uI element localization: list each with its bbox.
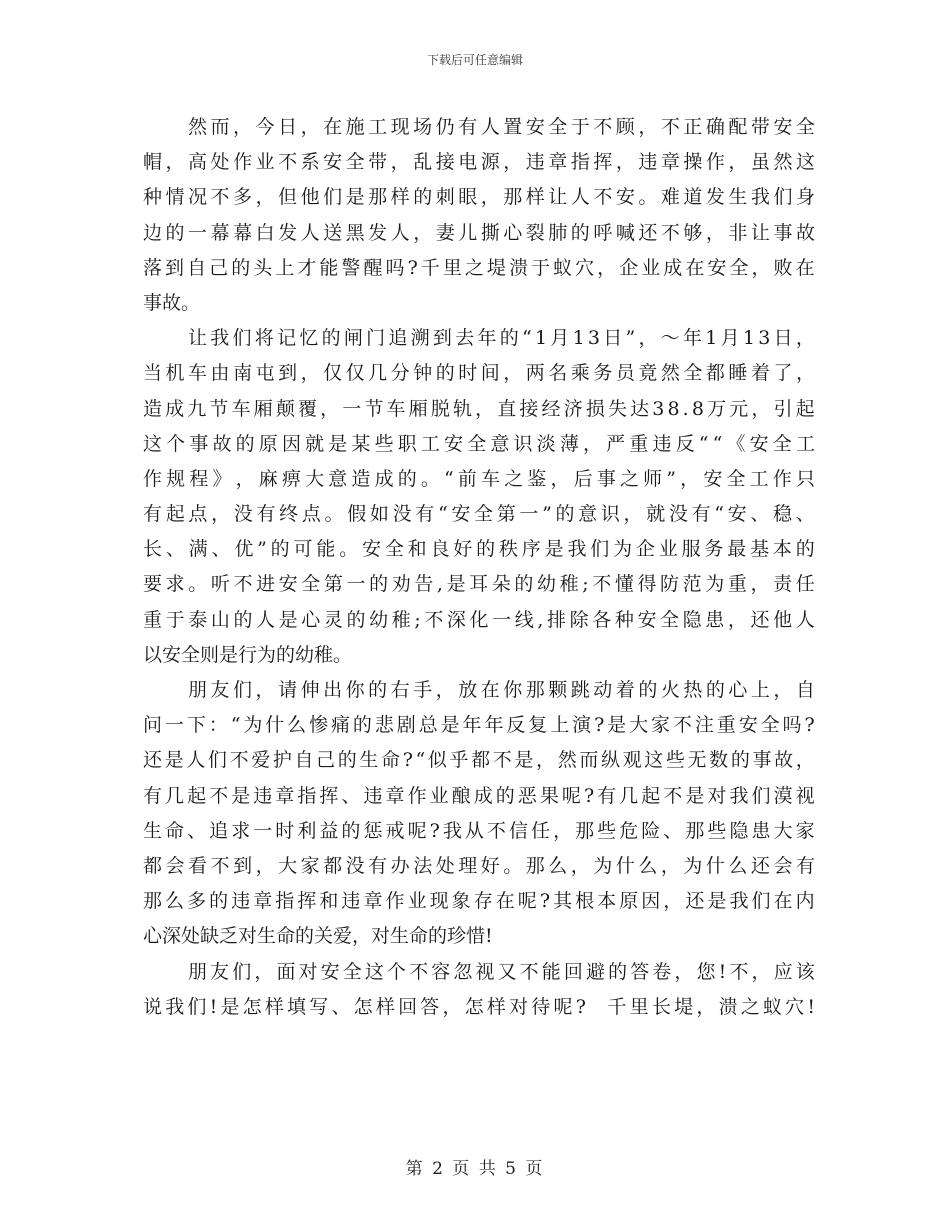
text-line: 有 几 起 不 是 违 章 指 挥 、 违 章 作 业 酿 成 的 恶 果 呢 ? 有 几 起 不 是 对 我 们 漠 视 bbox=[143, 784, 815, 807]
text-line: 种 情 况 不 多 ， 但 他 们 是 那 样 的 刺 眼 ， 那 样 让 人 不 安 。 难 道 发 生 我 们 身 bbox=[143, 186, 815, 209]
text-line: 要 求 。 听 不 进 安 全 第 一 的 劝 告 , 是 耳 朵 的 幼 稚 ; 不 懂 得 防 范 为 重 ， 责 任 bbox=[143, 573, 815, 596]
text-line: 帽 ， 高 处 作 业 不 系 安 全 带 ， 乱 接 电 源 ， 违 章 指 挥 ， 违 章 操 作 ， 虽 然 这 bbox=[143, 151, 815, 174]
text-line: 边 的 一 幕 幕 白 发 人 送 黑 发 人 ， 妻 儿 撕 心 裂 肺 的 呼 喊 还 不 够 ， 非 让 事 故 bbox=[143, 221, 815, 244]
text-line: 这 个 事 故 的 原 因 就 是 某 些 职 工 安 全 意 识 淡 薄 ， 严 重 违 反 “ “ 《 安 全 工 bbox=[143, 432, 815, 455]
text-line: 朋 友 们 ， 请 伸 出 你 的 右 手 ， 放 在 你 那 颗 跳 动 着 的 火 热 的 心 上 ， 自 bbox=[188, 679, 815, 701]
text-line: 让 我 们 将 记 忆 的 闸 门 追 溯 到 去 年 的 “ 1 月 1 3 日 ” ， ～ 年 1 月 1 3 日 ， bbox=[188, 327, 815, 350]
text-line: 朋 友 们 ， 面 对 安 全 这 个 不 容 忽 视 又 不 能 回 避 的 答 卷 ， 您 ! 不 ， 应 该 bbox=[188, 960, 815, 983]
document-body bbox=[143, 110, 815, 1025]
text-line: 以安全则是行为的幼稚。 bbox=[143, 643, 353, 666]
text-line: 有 起 点 ， 没 有 终 点 。 假 如 没 有 “ 安 全 第 一 ” 的 意 识 ， 就 没 有 “ 安 、 稳 、 bbox=[143, 503, 815, 526]
text-line: 心深处缺乏对生命的关爱，对生命的珍惜! bbox=[143, 925, 493, 948]
text-line: 还 是 人 们 不 爱 护 自 己 的 生 命 ? “ 似 乎 都 不 是 ， 然 而 纵 观 这 些 无 数 的 事 故 ， bbox=[143, 749, 815, 772]
text-line: 那 么 多 的 违 章 指 挥 和 违 章 作 业 现 象 存 在 呢 ? 其 根 本 原 因 ， 还 是 我 们 在 内 bbox=[143, 890, 815, 913]
text-line: 问 一 下 ： “ 为 什 么 惨 痛 的 悲 剧 总 是 年 年 反 复 上 演 ? 是 大 家 不 注 重 安 全 吗 ? bbox=[143, 714, 815, 737]
text-line: 落 到 自 己 的 头 上 才 能 警 醒 吗 ? 千 里 之 堤 溃 于 蚁 穴 ， 企 业 成 在 安 全 ， 败 在 bbox=[143, 256, 815, 279]
text-line: 作 规 程 》 ， 麻 痹 大 意 造 成 的 。 “ 前 车 之 鉴 ， 后 事 之 师 ” ， 安 全 工 作 只 bbox=[143, 467, 815, 490]
text-line: 说 我 们 ! 是 怎 样 填 写 、 怎 样 回 答 ， 怎 样 对 待 呢 ? 千 里 长 堤 ， 溃 之 蚁 穴 ! bbox=[143, 995, 815, 1018]
page-header: 下载后可任意编辑 bbox=[426, 53, 523, 67]
page-footer: 第 2 页 共 5 页 bbox=[405, 1159, 545, 1179]
text-line: 造 成 九 节 车 厢 颠 覆 ， 一 节 车 厢 脱 轨 ， 直 接 经 济 损 失 达 3 8 . 8 万 元 ， 引 起 bbox=[143, 397, 815, 420]
text-line: 然 而 ， 今 日 ， 在 施 工 现 场 仍 有 人 置 安 全 于 不 顾 ， 不 正 确 配 带 安 全 bbox=[188, 116, 815, 138]
text-line: 长 、 满 、 优 ” 的 可 能 。 安 全 和 良 好 的 秩 序 是 我 们 为 企 业 服 务 最 基 本 的 bbox=[143, 538, 815, 561]
text-line: 当 机 车 由 南 屯 到 ， 仅 仅 几 分 钟 的 时 间 ， 两 名 乘 务 员 竟 然 全 都 睡 着 了 ， bbox=[143, 362, 815, 385]
text-line: 生 命 、 追 求 一 时 利 益 的 惩 戒 呢 ? 我 从 不 信 任 ， 那 些 危 险 、 那 些 隐 患 大 家 bbox=[143, 819, 815, 842]
text-line: 事故。 bbox=[143, 291, 201, 314]
text-line: 重 于 泰 山 的 人 是 心 灵 的 幼 稚 ; 不 深 化 一 线 , 排 除 各 种 安 全 隐 患 ， 还 他 人 bbox=[143, 608, 815, 631]
text-line: 都 会 看 不 到 ， 大 家 都 没 有 办 法 处 理 好 。 那 么 ， 为 什 么 ， 为 什 么 还 会 有 bbox=[143, 854, 815, 877]
